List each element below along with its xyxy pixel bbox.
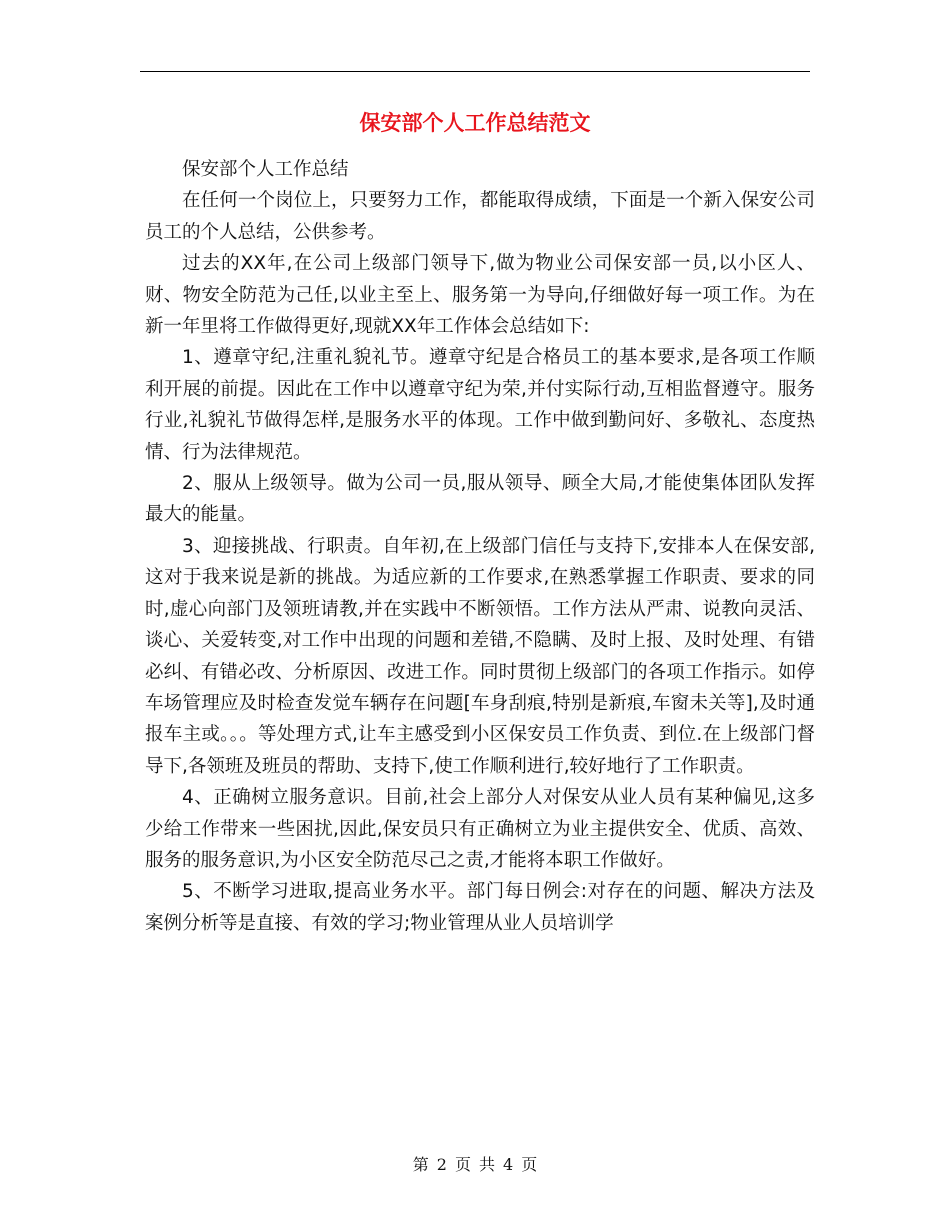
footer-label: 共 — [479, 1155, 496, 1174]
document-title: 保安部个人工作总结范文 — [359, 111, 591, 135]
current-page-number: 2 — [436, 1155, 447, 1174]
header-rule — [140, 71, 810, 72]
footer-label: 页 — [521, 1155, 538, 1174]
paragraph: 1、遵章守纪,注重礼貌礼节。遵章守纪是合格员工的基本要求,是各项工作顺利开展的前提。因此在工作中以遵章守纪为荣,并付实际行动,互相监督遵守。服务行业,礼貌礼节做得怎样,是服务水平的体现。工作中做到勤问好、多敬礼、态度热情、行为法律规范。 — [145, 347, 815, 463]
footer-label: 第 — [412, 1155, 429, 1174]
paragraph: 过去的XX年,在公司上级部门领导下,做为物业公司保安部一员,以小区人、财、物安全防范为己任,以业主至上、服务第一为导向,仔细做好每一项工作。为在新一年里将工作做得更好,现就XX年工作体会总结如下: — [145, 253, 815, 338]
page-footer — [0, 1152, 950, 1175]
footer-label: 页 — [454, 1155, 471, 1174]
total-page-count: 4 — [503, 1155, 514, 1174]
paragraph: 3、迎接挑战、行职责。自年初,在上级部门信任与支持下,安排本人在保安部,这对于我来说是新的挑战。为适应新的工作要求,在熟悉掌握工作职责、要求的同时,虚心向部门及领班请教,并在实践中不断领悟。工作方法从严肃、说教向灵活、谈心、关爱转变,对工作中出现的问题和差错,不隐瞒、及时上报、及时处理、有错必纠、有错必改、分析原因、改进工作。同时贯彻上级部门的各项工作指示。如停车场管理应及时检查发觉车辆存在问题[车身刮痕,特别是新痕,车窗未关等],及时通报车主或。。。等处理方式,让车主感受到小区保安员工作负责、到位.在上级部门督导下,各领班及班员的帮助、支持下,使工作顺利进行,较好地行了工作职责。 — [145, 535, 815, 777]
document-body — [145, 154, 815, 939]
paragraph: 在任何一个岗位上，只要努力工作，都能取得成绩，下面是一个新入保安公司员工的个人总结，公供参考。 — [145, 190, 815, 243]
paragraph: 保安部个人工作总结 — [182, 159, 349, 180]
paragraph: 5、不断学习进取,提高业务水平。部门每日例会:对存在的问题、解决方法及案例分析等是直接、有效的学习;物业管理从业人员培训学 — [145, 881, 815, 934]
paragraph: 2、服从上级领导。做为公司一员,服从领导、顾全大局,才能使集体团队发挥最大的能量。 — [145, 473, 815, 526]
paragraph: 4、正确树立服务意识。目前,社会上部分人对保安从业人员有某种偏见,这多少给工作带来一些困扰,因此,保安员只有正确树立为业主提供安全、优质、高效、服务的服务意识,为小区安全防范尽己之责,才能将本职工作做好。 — [145, 787, 815, 871]
